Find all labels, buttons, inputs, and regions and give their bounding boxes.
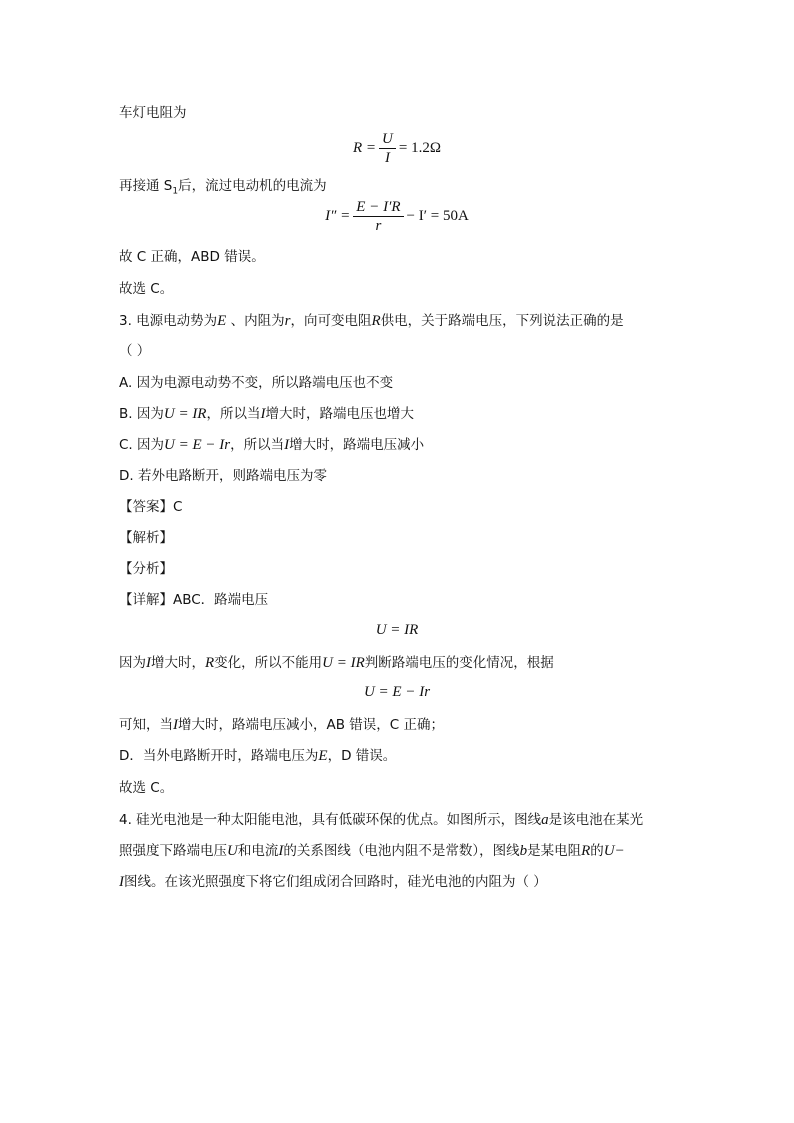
text-line: 故选 C。: [119, 281, 174, 297]
equation-motor-current: I″ = $\frac{E - I'R}{r}$ − I′ = 50A: [325, 199, 469, 234]
detail-label: 【详解】ABC．路端电压: [119, 592, 269, 608]
question-4-line-3: I图线。在该光照强度下将它们组成闭合回路时，硅光电池的内阻为（ ）: [119, 874, 547, 890]
fraction: $\frac{U}{I}$: [379, 130, 396, 167]
analysis-label: 【解析】: [119, 530, 173, 546]
fenxi-label: 【分析】: [119, 561, 173, 577]
equation-u-ir: U = IR: [375, 622, 419, 638]
text-line: 车灯电阻为: [119, 105, 187, 121]
text-line: 故 C 正确，ABD 错误。: [119, 249, 265, 265]
text-line: 因为I增大时，R变化，所以不能用U = IR判断路端电压的变化情况，根据: [119, 655, 554, 671]
text-line: 再接通 $S_1$后，流过电动机的电流为: [119, 178, 327, 197]
answer-paren: （ ）: [119, 343, 151, 359]
equation-resistance: R = $\frac{U}{I}$ = 1.2Ω: [353, 131, 441, 166]
option-a: A. 因为电源电动势不变，所以路端电压也不变: [119, 375, 394, 391]
option-d: D. 若外电路断开，则路端电压为零: [119, 468, 327, 484]
question-4-line-2: 照强度下路端电压U和电流I的关系图线（电池内阻不是常数），图线b是某电阻R的U−: [119, 843, 625, 859]
text-line: D．当外电路断开时，路端电压为E，D 错误。: [119, 748, 397, 764]
fraction: $\frac{E - I'R}{r}$: [353, 198, 403, 235]
question-3: 3. 电源电动势为E 、内阻为r，向可变电阻R供电，关于路端电压，下列说法正确的是: [119, 313, 624, 329]
text-line: 故选 C。: [119, 780, 174, 796]
option-c: C. 因为U = E − Ir，所以当I增大时，路端电压减小: [119, 437, 425, 453]
option-b: B. 因为U = IR，所以当I增大时，路端电压也增大: [119, 406, 414, 422]
text-line: 可知，当I增大时，路端电压减小，AB 错误，C 正确；: [119, 717, 445, 733]
equation-u-e-ir: U = E − Ir: [363, 684, 431, 700]
question-4: 4. 硅光电池是一种太阳能电池，具有低碳环保的优点。如图所示，图线a是该电池在某光: [119, 812, 644, 828]
answer-label: 【答案】C: [119, 499, 183, 515]
